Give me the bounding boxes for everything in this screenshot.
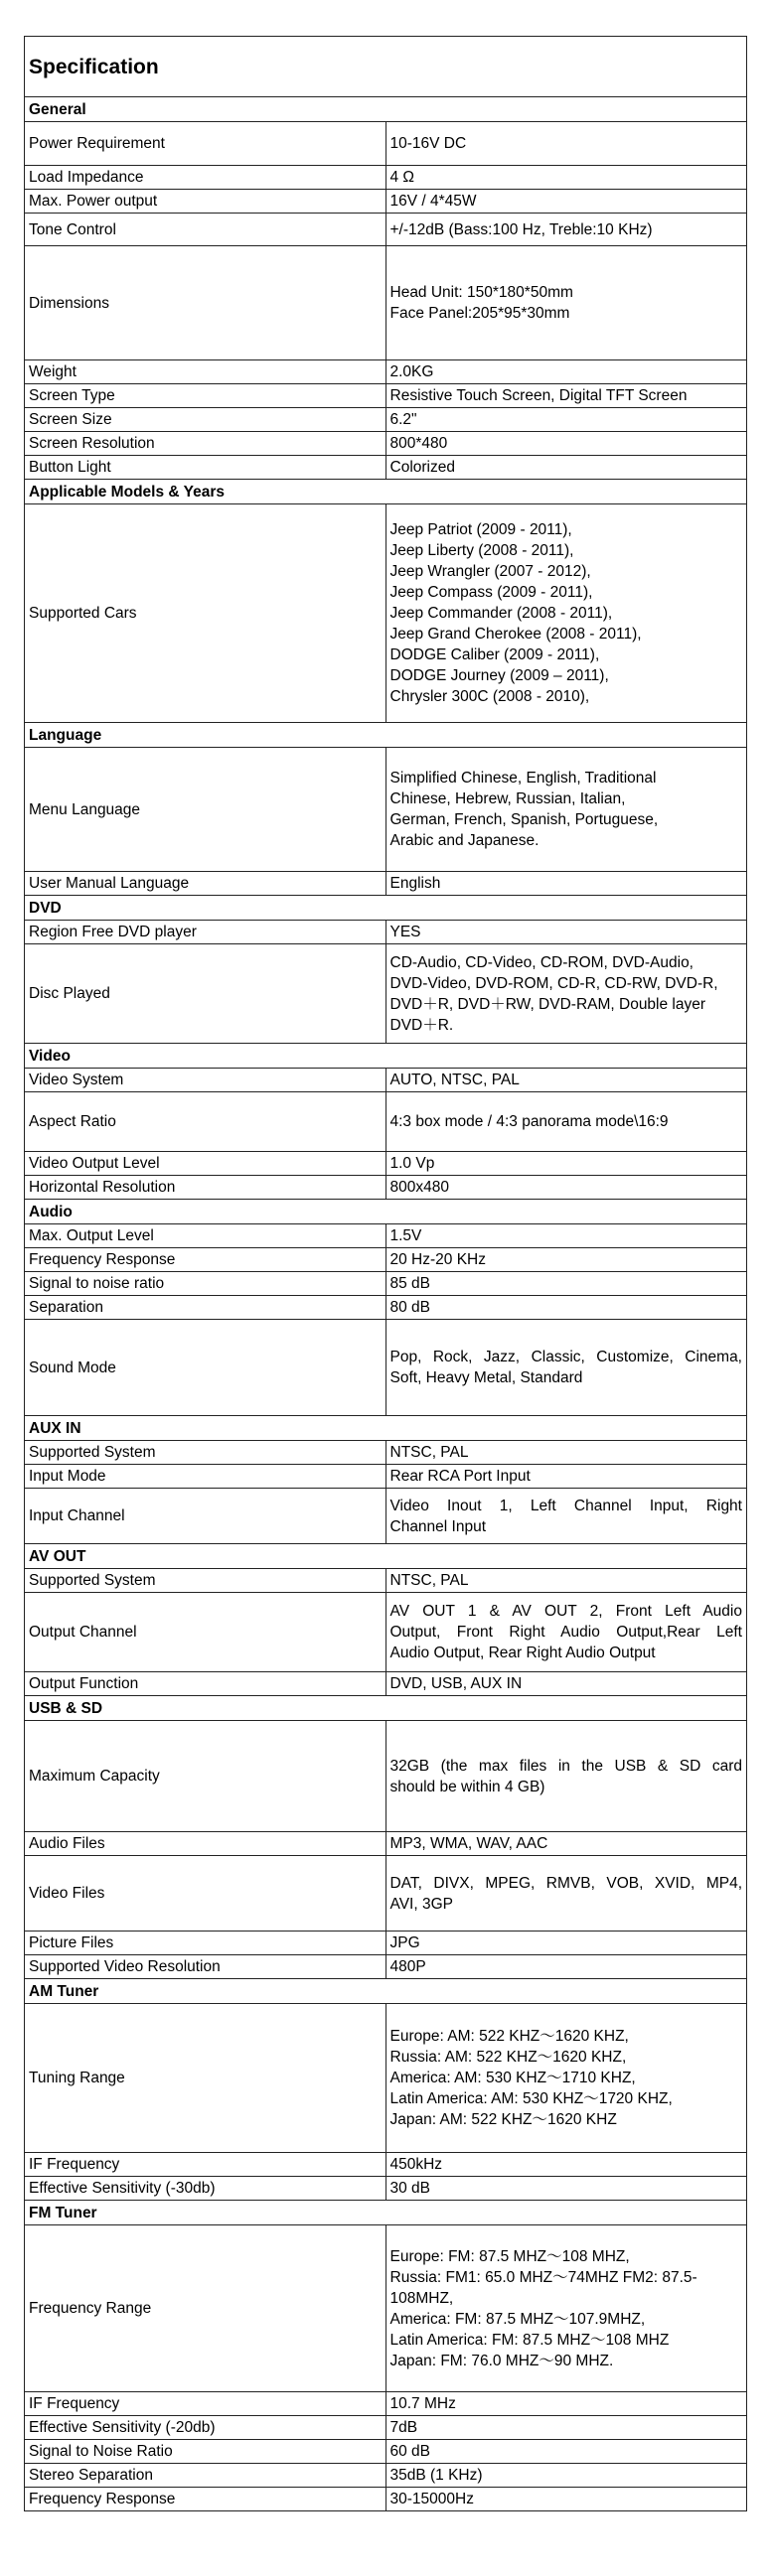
spec-value-line: 85 dB — [389, 1275, 431, 1292]
section-title: AV OUT — [25, 1544, 747, 1569]
spec-label: Audio Files — [25, 1832, 386, 1856]
spec-value-line: 6.2" — [389, 411, 417, 428]
spec-label: Supported Video Resolution — [25, 1955, 386, 1979]
spec-value-line: Japan: FM: 76.0 MHZ～90 MHZ. — [389, 2352, 614, 2369]
spec-value — [386, 1320, 747, 1416]
spec-label: Stereo Separation — [25, 2464, 386, 2488]
spec-label: Supported System — [25, 1569, 386, 1593]
spec-row — [25, 2153, 747, 2177]
spec-label: Supported System — [25, 1441, 386, 1465]
spec-value-line: AV OUT 1 & AV OUT 2, Front Left Audio — [389, 1603, 742, 1620]
spec-value — [386, 1441, 747, 1465]
spec-row — [25, 246, 747, 360]
spec-value — [386, 246, 747, 360]
spec-label: IF Frequency — [25, 2392, 386, 2416]
spec-value — [386, 1856, 747, 1932]
spec-row — [25, 456, 747, 480]
spec-label: Power Requirement — [25, 122, 386, 166]
spec-value-line: Chrysler 300C (2008 - 2010), — [389, 688, 590, 705]
spec-value — [386, 2440, 747, 2464]
spec-value-line: 2.0KG — [389, 363, 434, 380]
spec-label: Signal to noise ratio — [25, 1272, 386, 1296]
spec-value — [386, 748, 747, 872]
spec-value-line: NTSC, PAL — [389, 1572, 469, 1589]
section-title: FM Tuner — [25, 2201, 747, 2225]
spec-row — [25, 1224, 747, 1248]
spec-label: Effective Sensitivity (-20db) — [25, 2416, 386, 2440]
spec-value-line: Jeep Liberty (2008 - 2011), — [389, 542, 574, 559]
spec-value — [386, 214, 747, 246]
spec-value — [386, 2225, 747, 2392]
section-title: Language — [25, 723, 747, 748]
spec-value-line: 32GB (the max files in the USB & SD card — [389, 1757, 742, 1775]
spec-value-line: Russia: FM1: 65.0 MHZ～74MHZ FM2: 87.5- — [389, 2268, 697, 2286]
spec-row — [25, 408, 747, 432]
spec-label: Video Output Level — [25, 1152, 386, 1176]
section-title: General — [25, 97, 747, 122]
spec-row — [25, 1832, 747, 1856]
spec-label: Video Files — [25, 1856, 386, 1932]
spec-value-line: America: FM: 87.5 MHZ～107.9MHZ, — [389, 2310, 646, 2328]
spec-row — [25, 2416, 747, 2440]
section-title: Video — [25, 1044, 747, 1069]
spec-value-line: 4:3 box mode / 4:3 panorama mode\16:9 — [389, 1113, 669, 1130]
spec-value-line: Channel Input — [389, 1517, 487, 1535]
spec-label: Frequency Response — [25, 1248, 386, 1272]
spec-value — [386, 384, 747, 408]
spec-value — [386, 1092, 747, 1152]
spec-table-body — [25, 37, 747, 2511]
spec-label: Maximum Capacity — [25, 1721, 386, 1832]
spec-row — [25, 1672, 747, 1696]
spec-row — [25, 2004, 747, 2153]
spec-value — [386, 432, 747, 456]
spec-row — [25, 1721, 747, 1832]
spec-value — [386, 944, 747, 1044]
spec-label: Tuning Range — [25, 2004, 386, 2153]
section-title: AUX IN — [25, 1416, 747, 1441]
spec-value-line: Rear RCA Port Input — [389, 1468, 531, 1485]
spec-value — [386, 2416, 747, 2440]
spec-label: Video System — [25, 1069, 386, 1092]
section-title: USB & SD — [25, 1696, 747, 1721]
spec-row — [25, 1320, 747, 1416]
spec-value-line: Resistive Touch Screen, Digital TFT Screen — [389, 387, 688, 404]
spec-value — [386, 1672, 747, 1696]
spec-value-line: Latin America: AM: 530 KHZ～1720 KHZ, — [389, 2090, 673, 2107]
spec-label: Button Light — [25, 456, 386, 480]
spec-value-line: 800x480 — [389, 1179, 449, 1196]
spec-value — [386, 1721, 747, 1832]
spec-label: Output Channel — [25, 1593, 386, 1672]
spec-value-line: 16V / 4*45W — [389, 193, 477, 210]
spec-value-line: NTSC, PAL — [389, 1444, 469, 1461]
spec-row — [25, 921, 747, 944]
spec-value-line: 450kHz — [389, 2156, 443, 2173]
spec-value-line: should be within 4 GB) — [389, 1778, 545, 1795]
spec-value — [386, 2153, 747, 2177]
spec-value — [386, 1593, 747, 1672]
spec-row — [25, 2177, 747, 2201]
spec-value — [386, 1176, 747, 1200]
spec-value — [386, 1152, 747, 1176]
spec-row — [25, 384, 747, 408]
spec-value-line: DODGE Caliber (2009 - 2011), — [389, 646, 600, 663]
spec-value-line: English — [389, 875, 441, 892]
spec-row — [25, 1176, 747, 1200]
spec-label: Dimensions — [25, 246, 386, 360]
spec-value-line: Jeep Grand Cherokee (2008 - 2011), — [389, 626, 642, 643]
spec-row — [25, 1152, 747, 1176]
spec-label: Frequency Response — [25, 2488, 386, 2511]
spec-row — [25, 872, 747, 896]
spec-row — [25, 432, 747, 456]
spec-value-line: JPG — [389, 1934, 420, 1951]
spec-value — [386, 1069, 747, 1092]
section-header-applicable-models-years — [25, 480, 747, 504]
spec-label: Supported Cars — [25, 504, 386, 723]
spec-row — [25, 360, 747, 384]
section-header-av-out — [25, 1544, 747, 1569]
section-title: Applicable Models & Years — [25, 480, 747, 504]
spec-value-line: Jeep Patriot (2009 - 2011), — [389, 521, 572, 538]
spec-label: Screen Size — [25, 408, 386, 432]
spec-value — [386, 1296, 747, 1320]
spec-value-line: AVI, 3GP — [389, 1895, 453, 1913]
spec-value-line: 4 Ω — [389, 169, 415, 186]
spec-row — [25, 2488, 747, 2511]
spec-value — [386, 2004, 747, 2153]
spec-value — [386, 1489, 747, 1544]
spec-value — [386, 166, 747, 190]
spec-value — [386, 122, 747, 166]
spec-row — [25, 190, 747, 214]
spec-value — [386, 1272, 747, 1296]
spec-value-line: 80 dB — [389, 1299, 431, 1316]
spec-sheet — [24, 36, 747, 2511]
spec-label: Output Function — [25, 1672, 386, 1696]
spec-value — [386, 408, 747, 432]
spec-value-line: 10.7 MHz — [389, 2395, 456, 2412]
spec-row — [25, 1856, 747, 1932]
section-header-video — [25, 1044, 747, 1069]
spec-label: Effective Sensitivity (-30db) — [25, 2177, 386, 2201]
spec-row — [25, 1272, 747, 1296]
spec-row — [25, 1569, 747, 1593]
spec-value-line: Simplified Chinese, English, Traditional — [389, 770, 657, 787]
spec-value — [386, 1832, 747, 1856]
spec-label: Screen Resolution — [25, 432, 386, 456]
spec-value-line: 7dB — [389, 2419, 418, 2436]
spec-value-line: 10-16V DC — [389, 135, 467, 152]
spec-value — [386, 1248, 747, 1272]
section-header-fm-tuner — [25, 2201, 747, 2225]
section-header-aux-in — [25, 1416, 747, 1441]
spec-row — [25, 504, 747, 723]
spec-label: Menu Language — [25, 748, 386, 872]
spec-value — [386, 1932, 747, 1955]
spec-row — [25, 1248, 747, 1272]
section-header-dvd — [25, 896, 747, 921]
spec-value-line: Colorized — [389, 459, 455, 476]
spec-label: Input Mode — [25, 1465, 386, 1489]
section-title: DVD — [25, 896, 747, 921]
spec-value-line: Output, Front Right Audio Output,Rear Left — [389, 1624, 742, 1641]
spec-label: Region Free DVD player — [25, 921, 386, 944]
spec-value-line: 30-15000Hz — [389, 2491, 474, 2507]
spec-label: Max. Output Level — [25, 1224, 386, 1248]
spec-row — [25, 2464, 747, 2488]
spec-row — [25, 1441, 747, 1465]
spec-value — [386, 1465, 747, 1489]
spec-row — [25, 2225, 747, 2392]
spec-value-line: DVD＋R, DVD＋RW, DVD-RAM, Double layer — [389, 995, 706, 1013]
spec-label: Frequency Range — [25, 2225, 386, 2392]
spec-value-line: DVD-Video, DVD-ROM, CD-R, CD-RW, DVD-R, — [389, 974, 718, 992]
page-title: Specification — [25, 37, 747, 97]
spec-value-line: Pop, Rock, Jazz, Classic, Customize, Cinema, — [389, 1349, 742, 1365]
spec-label: Signal to Noise Ratio — [25, 2440, 386, 2464]
spec-value — [386, 872, 747, 896]
spec-value-line: Jeep Commander (2008 - 2011), — [389, 605, 613, 622]
spec-row — [25, 1593, 747, 1672]
spec-label: Sound Mode — [25, 1320, 386, 1416]
section-header-audio — [25, 1200, 747, 1224]
spec-row — [25, 748, 747, 872]
spec-label: Screen Type — [25, 384, 386, 408]
spec-value-line: 800*480 — [389, 435, 448, 452]
spec-value — [386, 360, 747, 384]
spec-row — [25, 166, 747, 190]
spec-value-line: Arabic and Japanese. — [389, 832, 540, 849]
spec-value-line: 1.5V — [389, 1227, 422, 1244]
section-title: Audio — [25, 1200, 747, 1224]
section-header-usb-sd — [25, 1696, 747, 1721]
spec-value-line: Latin America: FM: 87.5 MHZ～108 MHZ — [389, 2331, 670, 2349]
spec-row — [25, 1092, 747, 1152]
spec-value-line: 108MHZ, — [389, 2289, 454, 2307]
spec-value-line: Chinese, Hebrew, Russian, Italian, — [389, 790, 626, 807]
spec-label: Horizontal Resolution — [25, 1176, 386, 1200]
spec-value-line: 60 dB — [389, 2443, 431, 2460]
spec-label: Aspect Ratio — [25, 1092, 386, 1152]
spec-row — [25, 2440, 747, 2464]
spec-label: Weight — [25, 360, 386, 384]
spec-value-line: Japan: AM: 522 KHZ～1620 KHZ — [389, 2111, 617, 2128]
spec-value-line: Jeep Compass (2009 - 2011), — [389, 584, 593, 601]
spec-value-line: 30 dB — [389, 2180, 431, 2197]
spec-value — [386, 504, 747, 723]
spec-label: Load Impedance — [25, 166, 386, 190]
spec-value-line: 480P — [389, 1958, 426, 1975]
spec-row — [25, 1489, 747, 1544]
spec-row — [25, 2392, 747, 2416]
spec-value-line: AUTO, NTSC, PAL — [389, 1072, 520, 1088]
spec-value-line: CD-Audio, CD-Video, CD-ROM, DVD-Audio, — [389, 953, 694, 971]
spec-row — [25, 214, 747, 246]
spec-value — [386, 921, 747, 944]
spec-value-line: Audio Output, Rear Right Audio Output — [389, 1645, 656, 1661]
spec-value-line: DVD, USB, AUX IN — [389, 1675, 523, 1692]
spec-value-line: 20 Hz-20 KHz — [389, 1251, 486, 1268]
section-header-general — [25, 97, 747, 122]
spec-value-line: +/-12dB (Bass:100 Hz, Treble:10 KHz) — [389, 220, 653, 238]
spec-value-line: 1.0 Vp — [389, 1155, 435, 1172]
spec-value — [386, 1955, 747, 1979]
section-header-am-tuner — [25, 1979, 747, 2004]
spec-label: Max. Power output — [25, 190, 386, 214]
spec-row — [25, 1069, 747, 1092]
spec-table — [24, 36, 747, 2511]
spec-value-line: Europe: FM: 87.5 MHZ～108 MHZ, — [389, 2247, 630, 2265]
spec-value-line: DAT, DIVX, MPEG, RMVB, VOB, XVID, MP4, — [389, 1874, 742, 1892]
spec-value — [386, 2392, 747, 2416]
spec-value-line: DVD＋R. — [389, 1016, 454, 1034]
spec-value-line: Face Panel:205*95*30mm — [389, 305, 570, 322]
spec-value — [386, 2177, 747, 2201]
spec-row — [25, 1296, 747, 1320]
spec-row — [25, 1955, 747, 1979]
spec-value-line: Head Unit: 150*180*50mm — [389, 284, 573, 301]
spec-label: Separation — [25, 1296, 386, 1320]
spec-label: User Manual Language — [25, 872, 386, 896]
spec-value-line: German, French, Spanish, Portuguese, — [389, 811, 659, 828]
spec-label: Disc Played — [25, 944, 386, 1044]
spec-value — [386, 2464, 747, 2488]
spec-value-line: 35dB (1 KHz) — [389, 2467, 483, 2484]
spec-value-line: Soft, Heavy Metal, Standard — [389, 1369, 583, 1386]
spec-value-line: MP3, WMA, WAV, AAC — [389, 1835, 548, 1852]
section-header-language — [25, 723, 747, 748]
spec-label: Input Channel — [25, 1489, 386, 1544]
spec-value-line: Europe: AM: 522 KHZ～1620 KHZ, — [389, 2028, 629, 2045]
section-title: AM Tuner — [25, 1979, 747, 2004]
spec-value — [386, 2488, 747, 2511]
title-row — [25, 37, 747, 97]
spec-row — [25, 1465, 747, 1489]
spec-value-line: Jeep Wrangler (2007 - 2012), — [389, 563, 591, 580]
spec-value-line: Russia: AM: 522 KHZ～1620 KHZ, — [389, 2049, 627, 2066]
spec-value — [386, 1569, 747, 1593]
spec-value — [386, 1224, 747, 1248]
spec-label: IF Frequency — [25, 2153, 386, 2177]
spec-row — [25, 122, 747, 166]
spec-value-line: America: AM: 530 KHZ～1710 KHZ, — [389, 2070, 636, 2086]
spec-value-line: YES — [389, 924, 421, 940]
spec-value-line: DODGE Journey (2009 – 2011), — [389, 667, 609, 684]
spec-value — [386, 190, 747, 214]
spec-label: Picture Files — [25, 1932, 386, 1955]
spec-label: Tone Control — [25, 214, 386, 246]
spec-row — [25, 944, 747, 1044]
spec-value — [386, 456, 747, 480]
spec-value-line: Video Inout 1, Left Channel Input, Right — [389, 1497, 742, 1514]
spec-row — [25, 1932, 747, 1955]
